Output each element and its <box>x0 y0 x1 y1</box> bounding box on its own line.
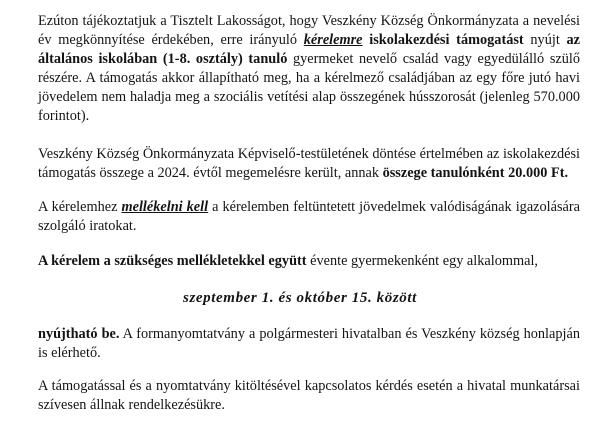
intro-connector: nyújt <box>523 32 567 48</box>
eligibility-school: az általános iskolában (1-8. osztály) tanuló <box>38 32 580 67</box>
request-emphasis: kérelemre <box>303 32 363 48</box>
attachments-text-start: A kérelemhez <box>38 199 122 215</box>
form-availability: A formanyomtatvány a polgármesteri hivatalban és Veszkény község honlapján is elérhető. <box>38 326 580 361</box>
contact-text: A támogatással és a nyomtatvány kitöltésével kapcsolatos kérdés esetén a hivatal munkatársai szívesen állnak rendelkezésükre. <box>38 378 580 413</box>
amount-text: Veszkény Község Önkormányzata Képviselő-testületének döntése értelmében az iskolakezdési támogatás összege a 2024. évtől megemelésre került, annak <box>38 146 580 181</box>
intro-text: Ezúton tájékoztatjuk a Tisztelt Lakosságot, hogy Veszkény Község Önkormányzata a nevelési év megkönnyítése érdekében, erre irányuló <box>38 13 580 48</box>
form-emphasis: nyújtható be. <box>38 326 120 342</box>
submission-frequency: évente gyermekenként egy alkalommal, <box>306 253 539 269</box>
attachments-emphasis: mellékelni kell <box>121 199 209 215</box>
form-paragraph <box>38 325 580 363</box>
amount-paragraph <box>38 145 580 183</box>
submission-emphasis: A kérelem a szükséges mellékletekkel együtt <box>38 253 307 269</box>
intro-conditions: gyermeket nevelő család vagy egyedülálló szülő részére. A támogatás akkor állapítható meg, ha a kérelmező családjában az egy főre jutó havi jövedelem nem haladja meg a szociális vetítési alap összegének hússzorosát (jelenleg 570.000 forintot). <box>38 51 580 124</box>
support-name: iskolakezdési támogatást <box>362 32 524 48</box>
attachments-text-end: a kérelemben feltüntetett jövedelmek valódiságának igazolására szolgáló iratokat. <box>38 199 580 234</box>
submission-paragraph <box>38 252 580 271</box>
intro-paragraph <box>38 12 580 126</box>
contact-paragraph <box>38 377 580 415</box>
amount-value: összege tanulónként 20.000 Ft. <box>382 165 569 181</box>
attachments-paragraph <box>38 198 580 236</box>
submission-period: szeptember 1. és október 15. között <box>183 290 417 306</box>
